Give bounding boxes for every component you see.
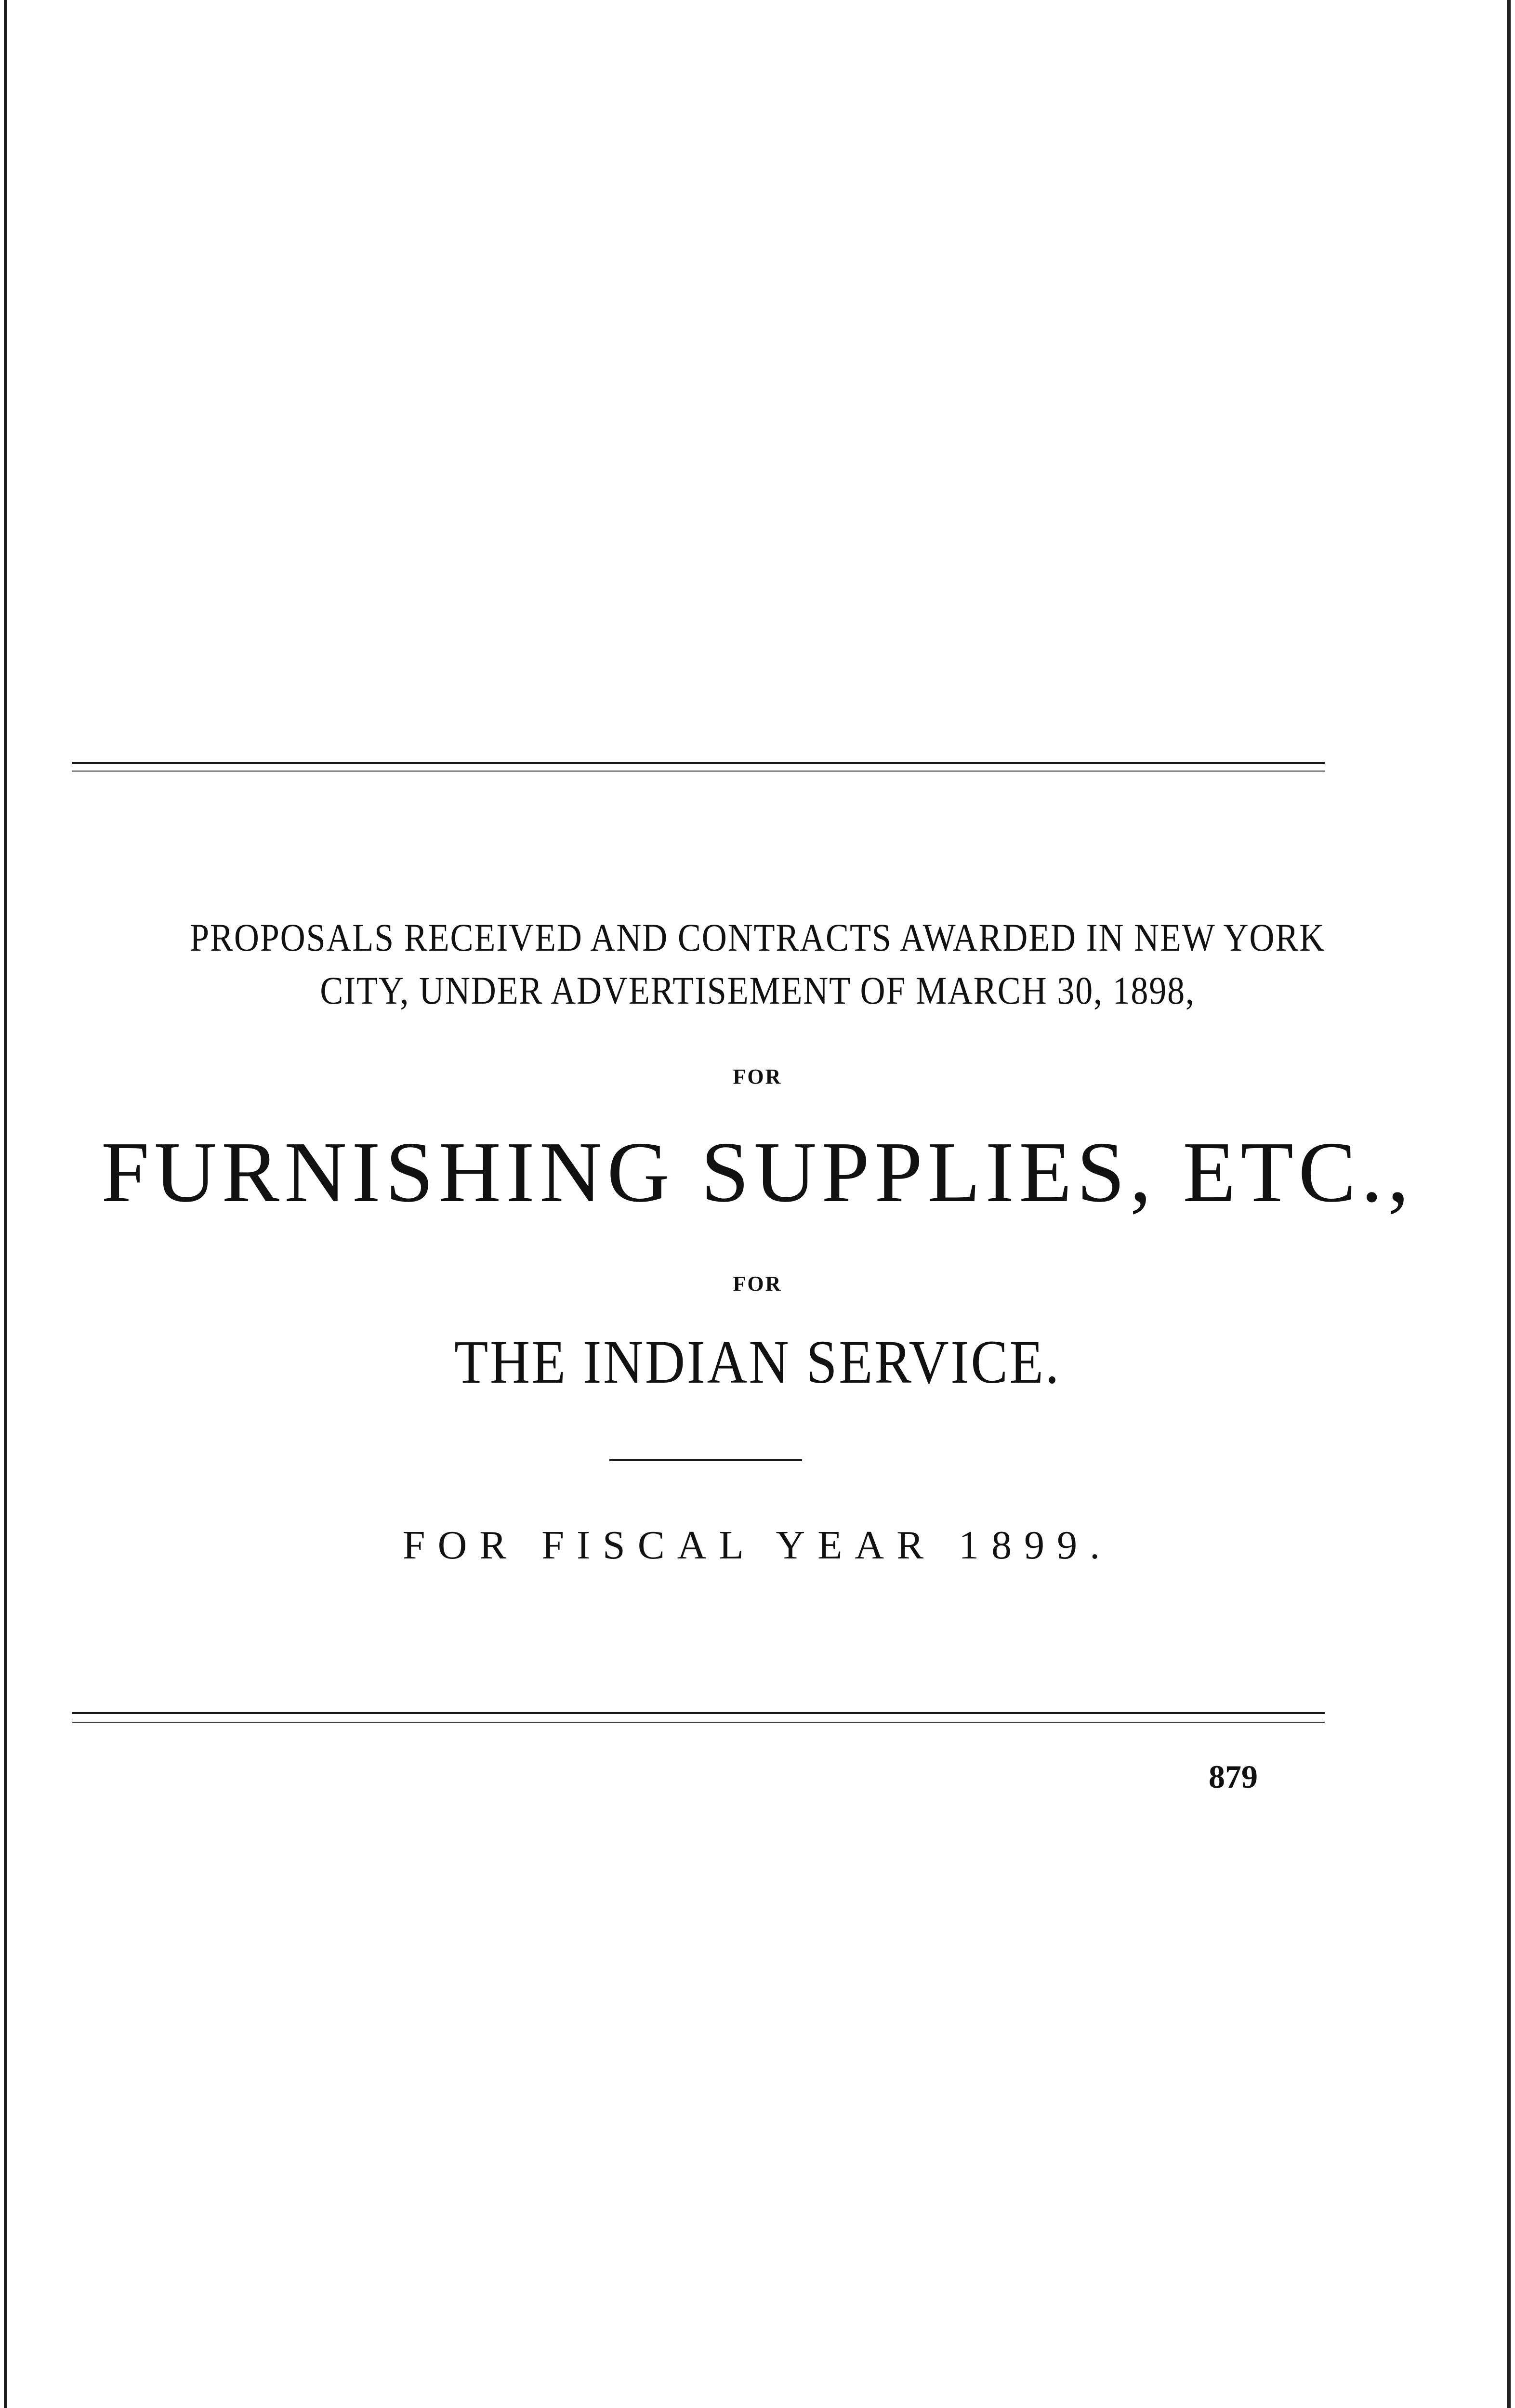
short-divider xyxy=(609,1459,802,1461)
page-number: 879 xyxy=(1209,1758,1258,1795)
top-rule-thick xyxy=(72,762,1325,764)
bottom-rule-thin xyxy=(72,1722,1325,1723)
heading-line-2: CITY, UNDER ADVERTISEMENT OF MARCH 30, 1898, xyxy=(320,968,1195,1012)
heading-line-1: PROPOSALS RECEIVED AND CONTRACTS AWARDED IN NEW YORK xyxy=(190,916,1325,959)
top-rule-thin xyxy=(72,771,1325,772)
sub-title: THE INDIAN SERVICE. xyxy=(454,1328,1061,1396)
fiscal-year-line: FOR FISCAL YEAR 1899. xyxy=(402,1523,1113,1568)
for-label-1: FOR xyxy=(733,1065,782,1088)
for-label-2: FOR xyxy=(733,1272,782,1296)
bottom-rule-thick xyxy=(72,1712,1325,1714)
main-title: FURNISHING SUPPLIES, ETC., xyxy=(101,1124,1414,1220)
